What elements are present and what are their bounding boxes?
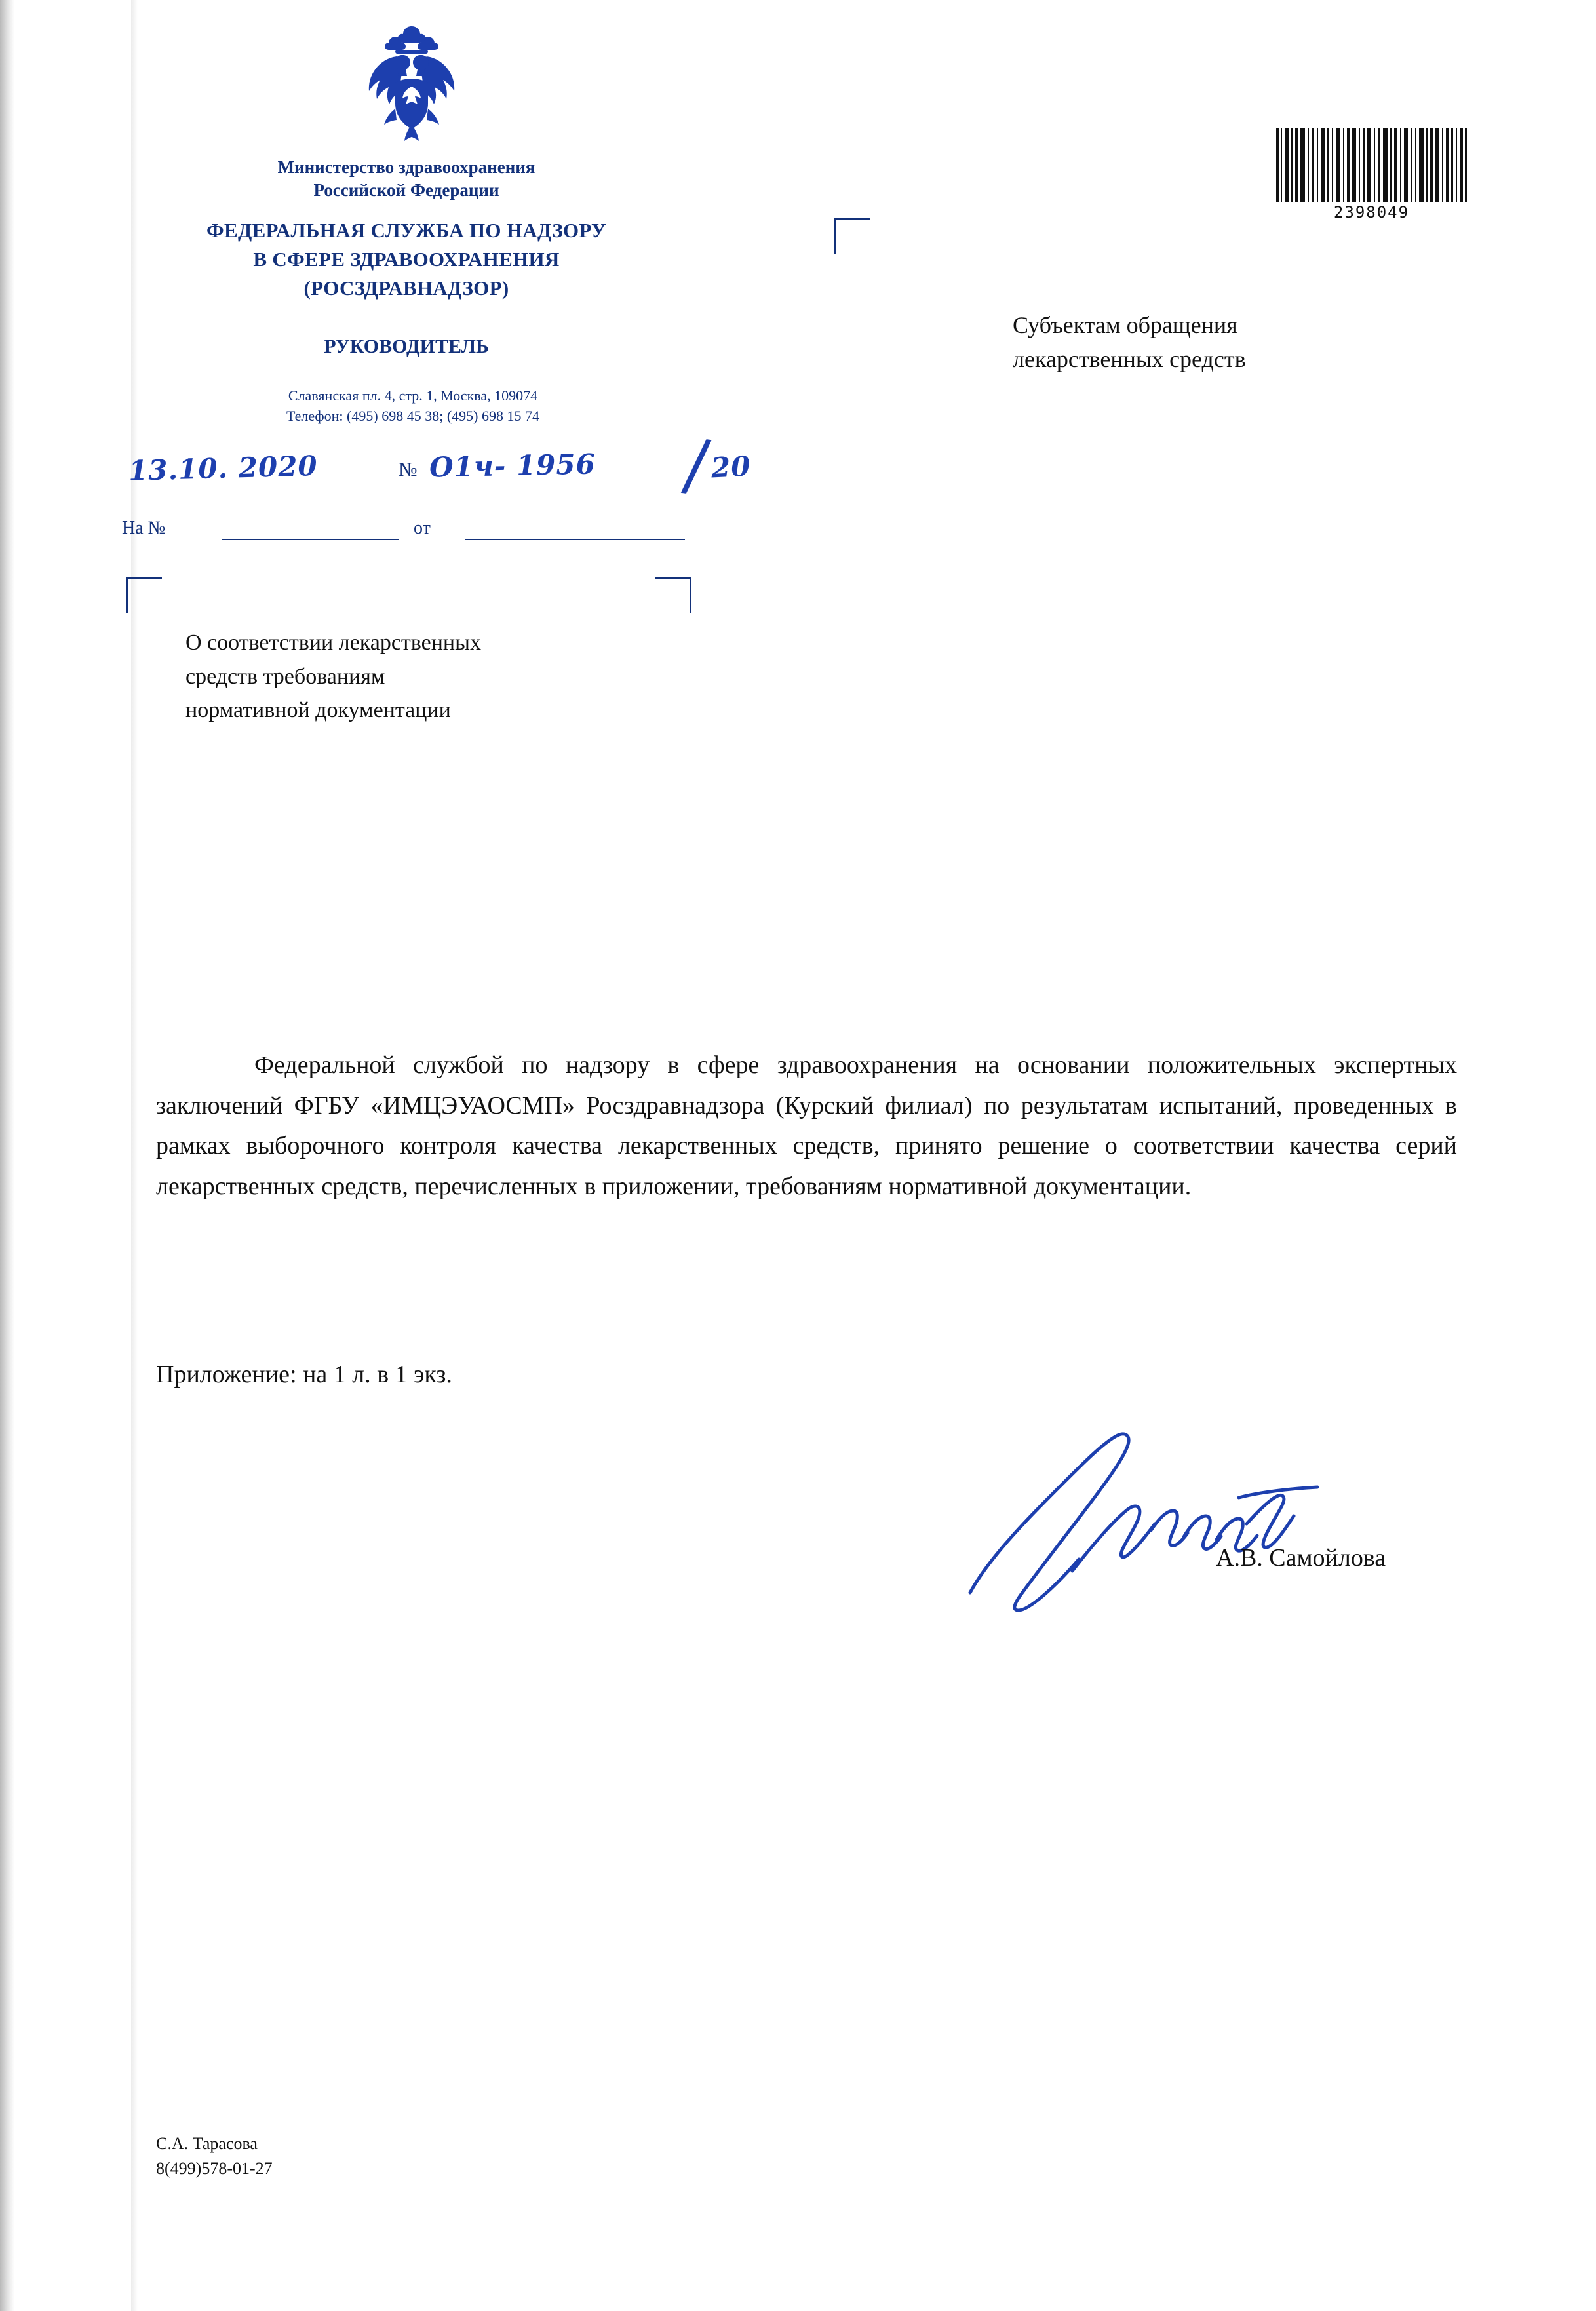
- executor-phone: 8(499)578-01-27: [156, 2158, 273, 2178]
- addressee-line-1: Субъектам обращения: [1013, 312, 1237, 338]
- organization-line-3: (РОСЗДРАВНАДЗОР): [303, 277, 509, 300]
- reply-date-line: [465, 539, 685, 540]
- handwritten-slash: /: [679, 423, 714, 506]
- number-symbol: №: [399, 459, 418, 480]
- bracket-subject-top-left: [126, 577, 162, 613]
- subject-line-3: нормативной документации: [185, 698, 451, 723]
- organization-address: [164, 385, 662, 426]
- addressee: [1013, 308, 1511, 376]
- handwritten-signature: [950, 1419, 1357, 1616]
- ministry-line-1: Министерство здравоохранения: [277, 157, 535, 177]
- signer-name: А.В. Самойлова: [1216, 1544, 1386, 1572]
- ministry-name: [164, 156, 649, 201]
- organization-line-2: В СФЕРЕ ЗДРАВООХРАНЕНИЯ: [253, 248, 560, 271]
- organization-line-1: ФЕДЕРАЛЬНАЯ СЛУЖБА ПО НАДЗОРУ: [206, 219, 606, 242]
- bracket-subject-top-right: [655, 577, 691, 613]
- addressee-line-2: лекарственных средств: [1013, 346, 1246, 373]
- address-line-1: Славянская пл. 4, стр. 1, Москва, 109074: [288, 387, 538, 404]
- reply-date-label: от: [414, 518, 431, 538]
- subject-line-1: О соответствии лекарственных: [185, 631, 481, 655]
- barcode: [1275, 128, 1468, 222]
- role-title: РУКОВОДИТЕЛЬ: [324, 336, 489, 357]
- executor-name: С.А. Тарасова: [156, 2134, 258, 2153]
- subject-line-2: средств требованиям: [185, 664, 385, 689]
- organization-name: [118, 216, 695, 303]
- bracket-top-right-area: [834, 218, 870, 254]
- reply-ref-label: На №: [122, 518, 166, 538]
- handwritten-date: 13.10. 2020: [128, 449, 319, 488]
- document-subject: [185, 626, 723, 728]
- body-paragraph: Федеральной службой по надзору в сфере здравоохранения на основании положительных экспертных заключений ФГБУ «ИМЦЭУАОСМП» Росздравнадзора (Курский филиал) по результатам испытаний, проведенных в рамках выборочного контроля качества лекарственных средств, принято решение о соответствии качества серий лекарственных средств, перечисленных в приложении, требованиям нормативной документации.: [156, 1051, 1457, 1200]
- handwritten-year: 20: [710, 450, 752, 484]
- reply-ref-line: [222, 539, 399, 540]
- ministry-line-2: Российской Федерации: [313, 180, 499, 200]
- barcode-number: 2398049: [1333, 203, 1410, 222]
- handwritten-outgoing-number: О1ч- 1956: [429, 448, 596, 484]
- executor-info: [156, 2131, 273, 2181]
- coat-of-arms-icon: [356, 26, 467, 141]
- barcode-image: [1275, 128, 1468, 202]
- address-line-2: Телефон: (495) 698 45 38; (495) 698 15 74: [286, 408, 539, 425]
- attachment-note: Приложение: на 1 л. в 1 экз.: [156, 1361, 452, 1388]
- scan-edge-left: [0, 0, 14, 2311]
